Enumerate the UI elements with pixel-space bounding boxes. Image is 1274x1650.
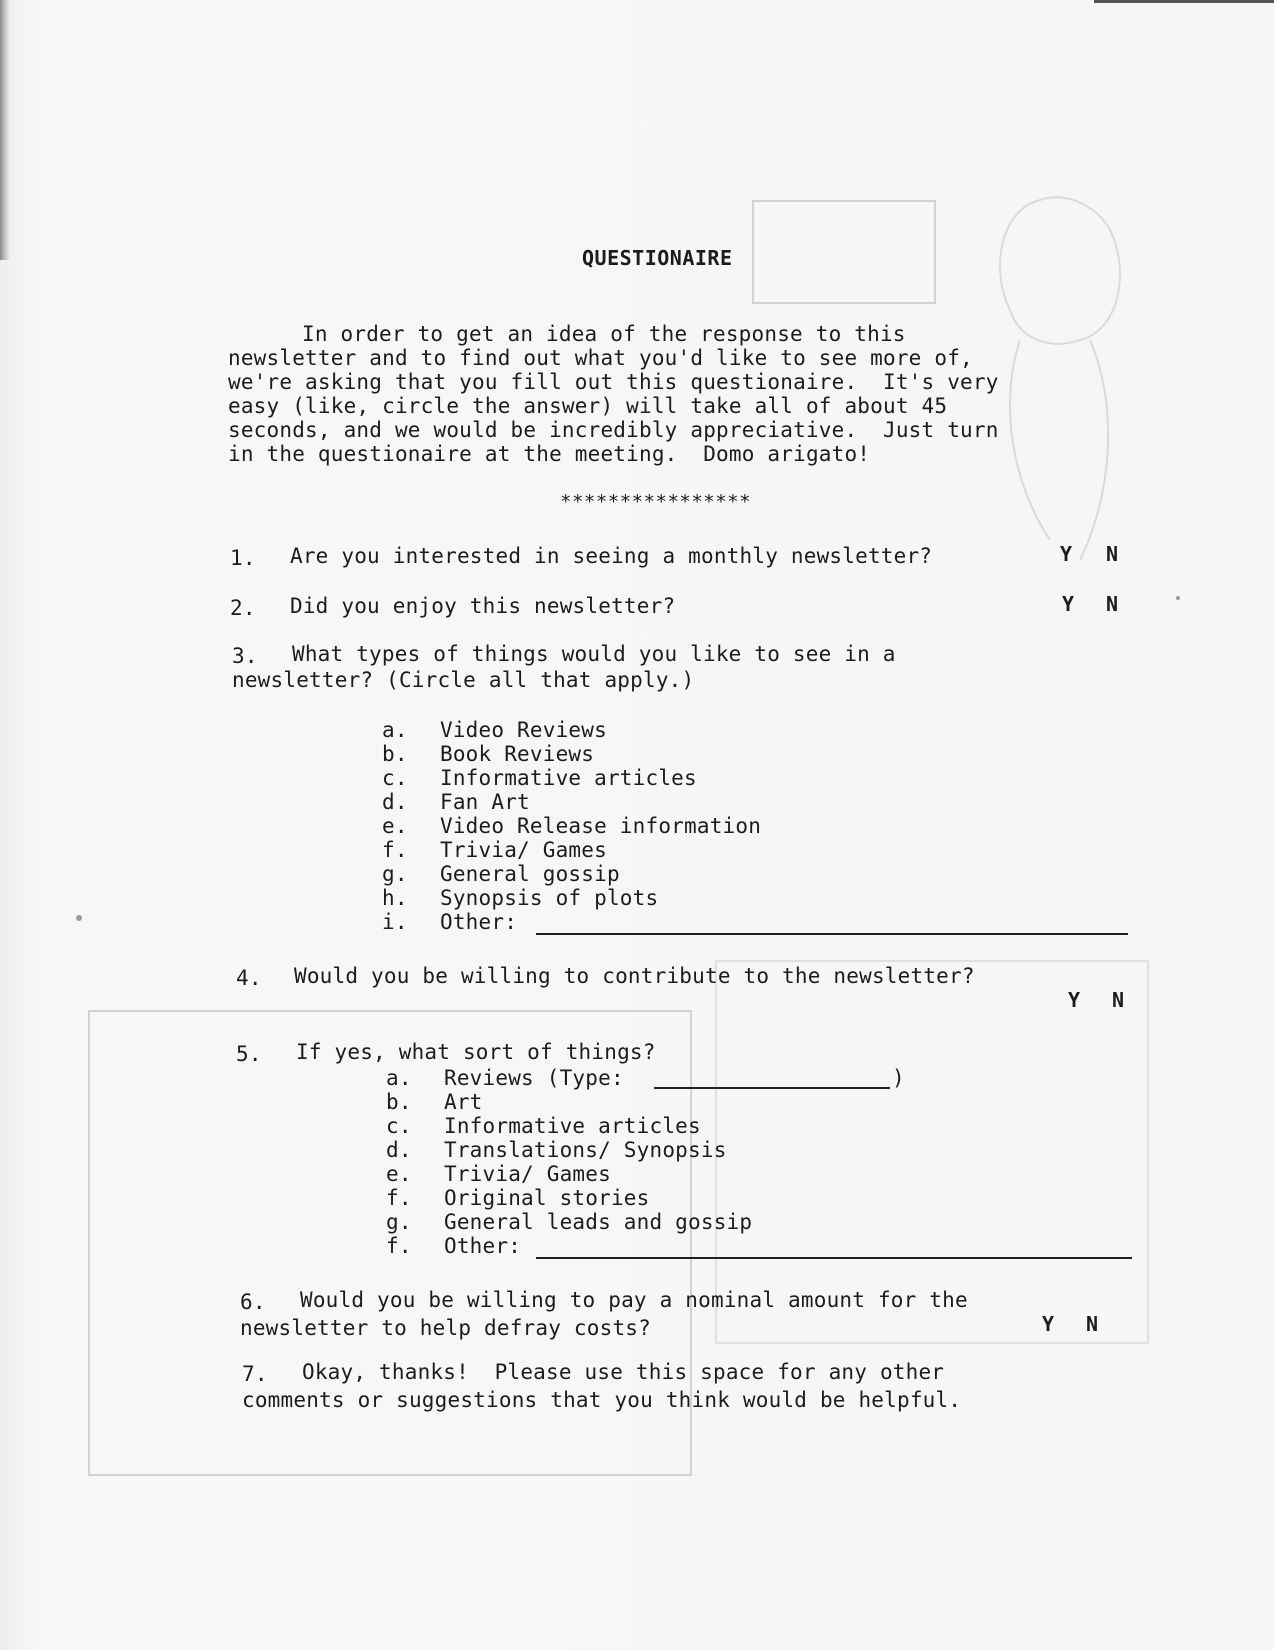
q5-option-letter: f. xyxy=(386,1186,412,1210)
q3-option-letter: d. xyxy=(382,790,408,814)
q5-option-letter: e. xyxy=(386,1162,412,1186)
q3-option-video-reviews[interactable]: Video Reviews xyxy=(440,718,607,742)
q3-option-book-reviews[interactable]: Book Reviews xyxy=(440,742,595,766)
scan-edge-shadow xyxy=(0,0,10,260)
q3-option-letter: f. xyxy=(382,838,408,862)
intro-line-4: easy (like, circle the answer) will take all of about 45 xyxy=(228,394,948,418)
bleed-through-contents-box xyxy=(715,960,1149,1344)
q3-option-synopsis-of-plots[interactable]: Synopsis of plots xyxy=(440,886,659,910)
q2-text: Did you enjoy this newsletter? xyxy=(290,594,676,618)
q3-option-letter: b. xyxy=(382,742,408,766)
q3-option-letter: h. xyxy=(382,886,408,910)
intro-line-2: newsletter and to find out what you'd like to see more of, xyxy=(228,346,973,370)
page-title: QUESTIONAIRE xyxy=(582,246,733,270)
q5-option-letter: b. xyxy=(386,1090,412,1114)
q5-option-informative-articles[interactable]: Informative articles xyxy=(444,1114,701,1138)
q2-no-option[interactable]: N xyxy=(1106,592,1119,616)
q5-option-letter: d. xyxy=(386,1138,412,1162)
q7-line-1: Okay, thanks! Please use this space for any other xyxy=(302,1360,945,1384)
q5-option-letter: a. xyxy=(386,1066,412,1090)
q1-number: 1. xyxy=(230,546,256,570)
q6-number: 6. xyxy=(240,1290,266,1314)
q5-review-type-input-line[interactable] xyxy=(654,1087,890,1089)
q3-option-letter: g. xyxy=(382,862,408,886)
q3-line-1: What types of things would you like to see in a xyxy=(292,642,896,666)
q6-line-1: Would you be willing to pay a nominal amount for the xyxy=(300,1288,968,1312)
q4-text: Would you be willing to contribute to the newsletter? xyxy=(294,964,975,988)
q3-number: 3. xyxy=(232,644,258,668)
intro-line-3: we're asking that you fill out this questionaire. It's very xyxy=(228,370,999,394)
q3-option-letter: e. xyxy=(382,814,408,838)
q5-review-type-close-paren: ) xyxy=(892,1066,905,1090)
q4-number: 4. xyxy=(236,966,262,990)
q1-text: Are you interested in seeing a monthly newsletter? xyxy=(290,544,933,568)
q5-option-letter: c. xyxy=(386,1114,412,1138)
q3-option-trivia-games[interactable]: Trivia/ Games xyxy=(440,838,607,862)
separator-stars: **************** xyxy=(560,491,752,513)
q3-option-other: Other: xyxy=(440,910,518,934)
q5-number: 5. xyxy=(236,1042,262,1066)
q4-yes-option[interactable]: Y xyxy=(1068,988,1081,1012)
q3-option-letter: c. xyxy=(382,766,408,790)
q5-other-input-line[interactable] xyxy=(536,1257,1132,1259)
q5-option-other: Other: xyxy=(444,1234,522,1258)
q1-yes-option[interactable]: Y xyxy=(1060,542,1073,566)
intro-line-6: in the questionaire at the meeting. Domo arigato! xyxy=(228,442,871,466)
q1-no-option[interactable]: N xyxy=(1106,542,1119,566)
q6-yes-option[interactable]: Y xyxy=(1042,1312,1055,1336)
bleed-through-speech-box xyxy=(752,200,936,304)
q3-option-informative-articles[interactable]: Informative articles xyxy=(440,766,697,790)
intro-line-1: In order to get an idea of the response to this xyxy=(302,322,906,346)
q5-option-translations-synopsis[interactable]: Translations/ Synopsis xyxy=(444,1138,727,1162)
q4-no-option[interactable]: N xyxy=(1112,988,1125,1012)
speck xyxy=(1176,596,1180,600)
q3-option-letter: i. xyxy=(382,910,408,934)
q5-option-trivia-games[interactable]: Trivia/ Games xyxy=(444,1162,611,1186)
q2-number: 2. xyxy=(230,596,256,620)
intro-line-5: seconds, and we would be incredibly appreciative. Just turn xyxy=(228,418,999,442)
q5-option-letter: g. xyxy=(386,1210,412,1234)
q6-no-option[interactable]: N xyxy=(1086,1312,1099,1336)
q3-option-letter: a. xyxy=(382,718,408,742)
q5-option-letter: f. xyxy=(386,1234,412,1258)
q3-line-2: newsletter? (Circle all that apply.) xyxy=(232,668,695,692)
q5-text: If yes, what sort of things? xyxy=(296,1040,656,1064)
q6-line-2: newsletter to help defray costs? xyxy=(240,1316,651,1340)
q3-other-input-line[interactable] xyxy=(536,933,1128,935)
q7-comments-area[interactable] xyxy=(240,1420,1140,1600)
q5-option-original-stories[interactable]: Original stories xyxy=(444,1186,650,1210)
q5-option-reviews[interactable]: Reviews (Type: xyxy=(444,1066,624,1090)
speck xyxy=(76,915,82,921)
q3-option-fan-art[interactable]: Fan Art xyxy=(440,790,530,814)
q7-line-2: comments or suggestions that you think would be helpful. xyxy=(242,1388,962,1412)
q7-number: 7. xyxy=(242,1362,268,1386)
scan-top-rule xyxy=(1094,0,1274,3)
q2-yes-option[interactable]: Y xyxy=(1062,592,1075,616)
q5-option-art[interactable]: Art xyxy=(444,1090,483,1114)
q5-option-general-leads-gossip[interactable]: General leads and gossip xyxy=(444,1210,753,1234)
q3-option-general-gossip[interactable]: General gossip xyxy=(440,862,620,886)
q3-option-video-release-info[interactable]: Video Release information xyxy=(440,814,762,838)
